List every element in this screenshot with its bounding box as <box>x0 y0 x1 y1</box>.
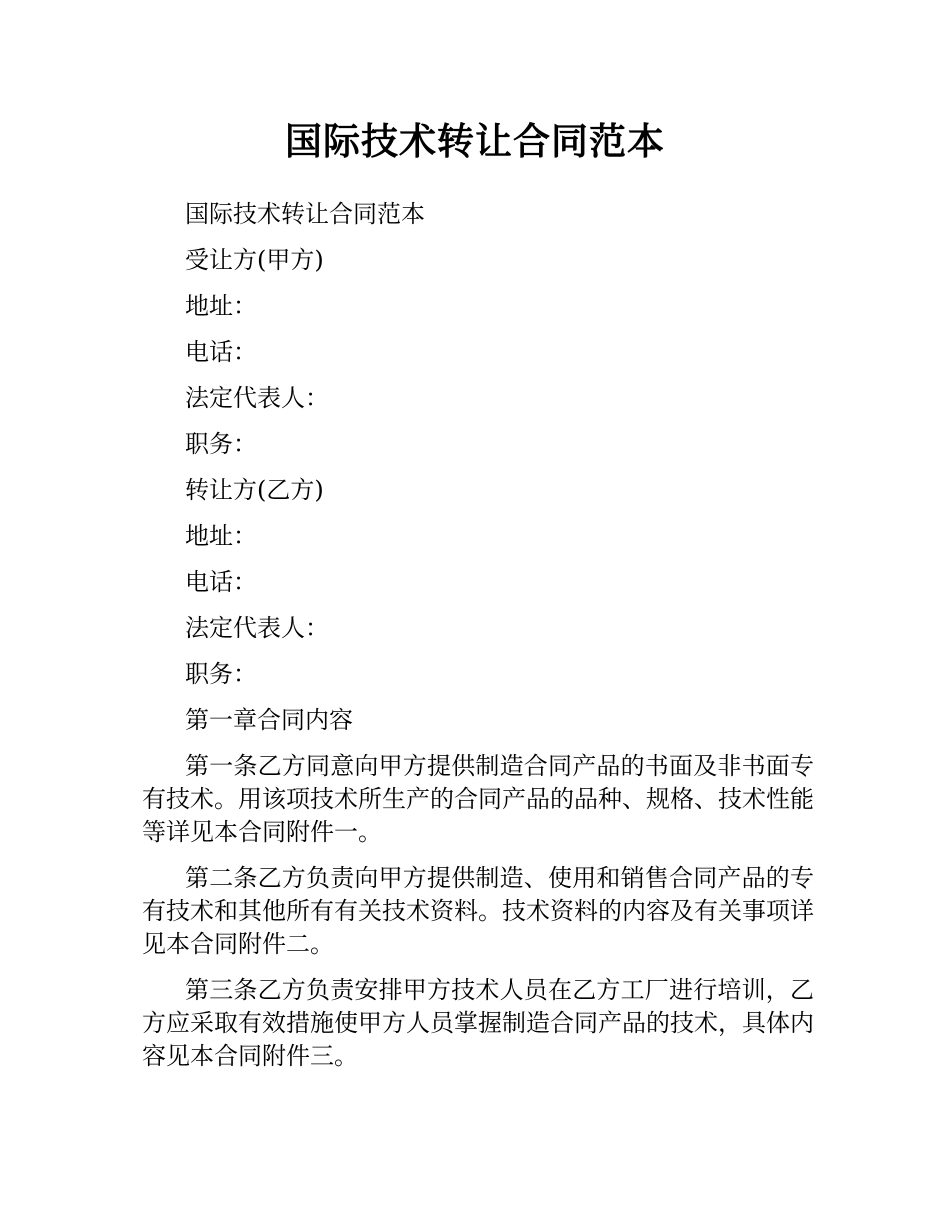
party-b-phone: 电话： <box>185 568 257 596</box>
party-a-address: 地址： <box>185 292 257 320</box>
party-a-heading: 受让方(甲方) <box>185 246 324 274</box>
chapter-heading: 第一章合同内容 <box>185 706 353 734</box>
party-a-position: 职务： <box>185 430 257 458</box>
article-3-paragraph: 第三条乙方负责安排甲方技术人员在乙方工厂进行培训，乙方应采取有效措施使甲方人员掌握制造合同产品的技术，具体内容见本合同附件三。 <box>142 976 814 1070</box>
article-2-paragraph: 第二条乙方负责向甲方提供制造、使用和销售合同产品的专有技术和其他所有有关技术资料。技术资料的内容及有关事项详见本合同附件二。 <box>142 864 814 958</box>
party-b-address: 地址： <box>185 522 257 550</box>
article-1-paragraph: 第一条乙方同意向甲方提供制造合同产品的书面及非书面专有技术。用该项技术所生产的合同产品的品种、规格、技术性能等详见本合同附件一。 <box>142 752 814 846</box>
subtitle-line: 国际技术转让合同范本 <box>185 200 425 228</box>
document-title: 国际技术转让合同范本 <box>285 120 665 163</box>
party-b-representative: 法定代表人： <box>185 614 329 642</box>
party-b-position: 职务： <box>185 660 257 688</box>
party-b-heading: 转让方(乙方) <box>185 476 324 504</box>
document-body <box>142 198 814 1086</box>
party-a-phone: 电话： <box>185 338 257 366</box>
party-a-representative: 法定代表人： <box>185 384 329 412</box>
